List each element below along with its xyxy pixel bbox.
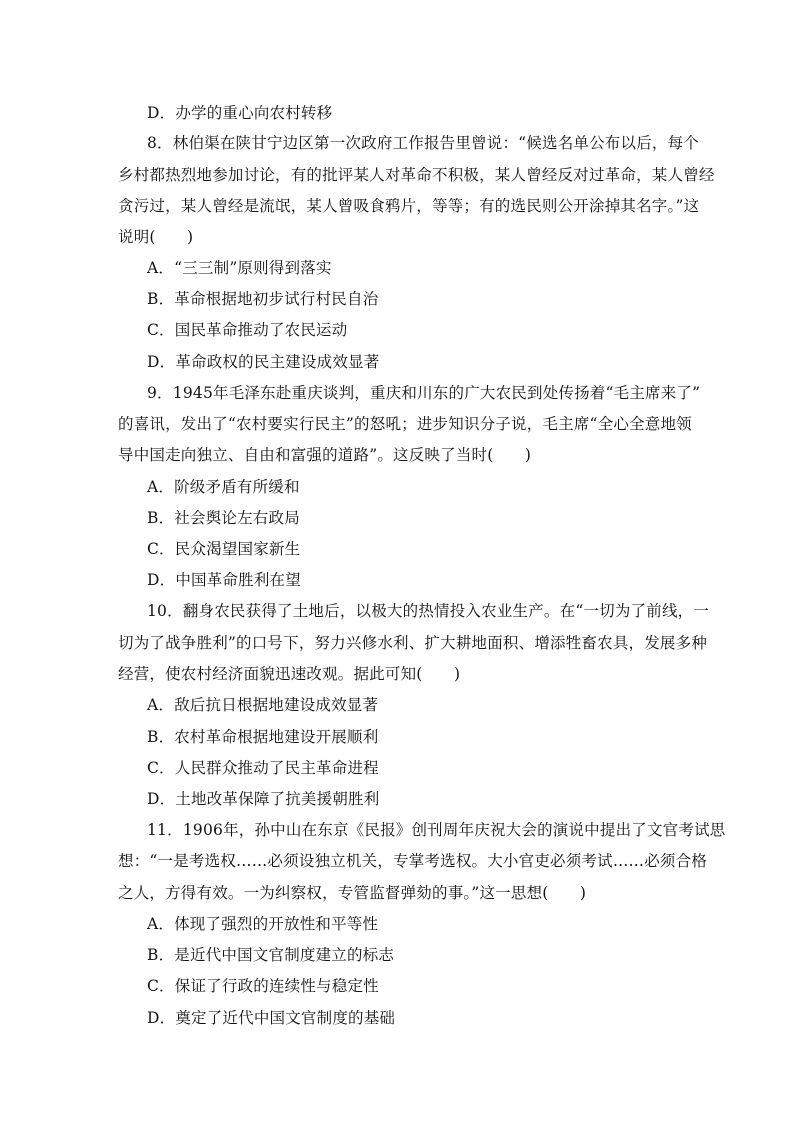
q11-option-a: A．体现了强烈的开放性和平等性 xyxy=(147,915,379,933)
q8-stem-line-2: 乡村都热烈地参加讨论，有的批评某人对革命不积极，某人曾经反对过革命，某人曾经 xyxy=(118,166,715,184)
q9-option-b: B．社会舆论左右政局 xyxy=(147,509,300,527)
q8-option-a: A．“三三制”原则得到落实 xyxy=(147,259,332,277)
q9-stem-line-3: 导中国走向独立、自由和富强的道路”。这反映了当时( ) xyxy=(118,446,532,464)
q8-stem-line-1: 8．林伯渠在陕甘宁边区第一次政府工作报告里曾说：“候选名单公布以后，每个 xyxy=(147,134,699,152)
q10-stem-line-2: 切为了战争胜利”的口号下，努力兴修水利、扩大耕地面积、增添牲畜农具，发展多种 xyxy=(118,634,708,652)
q8-stem-line-3: 贪污过，某人曾经是流氓，某人曾吸食鸦片，等等；有的选民则公开涂掉其名字。”这 xyxy=(118,197,700,215)
q7-option-d: D．办学的重心向农村转移 xyxy=(147,104,333,122)
q11-option-d: D．奠定了近代中国文官制度的基础 xyxy=(147,1009,396,1027)
q11-stem-line-1: 11．1906年，孙中山在东京《民报》创刊周年庆祝大会的演说中提出了文官考试思 xyxy=(147,821,726,839)
q9-stem-line-1: 9．1945年毛泽东赴重庆谈判，重庆和川东的广大农民到处传扬着“毛主席来了” xyxy=(147,384,701,402)
q9-option-d: D．中国革命胜利在望 xyxy=(147,571,301,589)
q11-option-c: C．保证了行政的连续性与稳定性 xyxy=(147,977,379,995)
q8-option-d: D．革命政权的民主建设成效显著 xyxy=(147,353,380,371)
q10-stem-line-3: 经营，使农村经济面貌迅速改观。据此可知( ) xyxy=(118,665,461,683)
q10-option-b: B．农村革命根据地建设开展顺利 xyxy=(147,728,379,746)
q10-option-a: A．敌后抗日根据地建设成效显著 xyxy=(147,696,379,714)
q9-option-c: C．民众渴望国家新生 xyxy=(147,540,301,558)
q8-option-c: C．国民革命推动了农民运动 xyxy=(147,321,348,339)
q10-option-c: C．人民群众推动了民主革命进程 xyxy=(147,759,379,777)
q9-stem-line-2: 的喜讯，发出了“农村要实行民主”的怒吼；进步知识分子说，毛主席“全心全意地领 xyxy=(118,415,692,433)
q11-stem-line-3: 之人，方得有效。一为纠察权，专管监督弹劾的事。”这一思想( ) xyxy=(118,884,587,902)
q11-stem-line-2: 想：“一是考选权……必须设独立机关，专掌考选权。大小官吏必须考试……必须合格 xyxy=(118,852,708,870)
q9-option-a: A．阶级矛盾有所缓和 xyxy=(147,478,300,496)
q11-option-b: B．是近代中国文官制度建立的标志 xyxy=(147,946,395,964)
q10-option-d: D．土地改革保障了抗美援朝胜利 xyxy=(147,790,380,808)
q8-stem-line-4: 说明( ) xyxy=(118,228,194,246)
q8-option-b: B．革命根据地初步试行村民自治 xyxy=(147,290,379,308)
q10-stem-line-1: 10．翻身农民获得了土地后，以极大的热情投入农业生产。在“一切为了前线，一 xyxy=(147,602,710,620)
